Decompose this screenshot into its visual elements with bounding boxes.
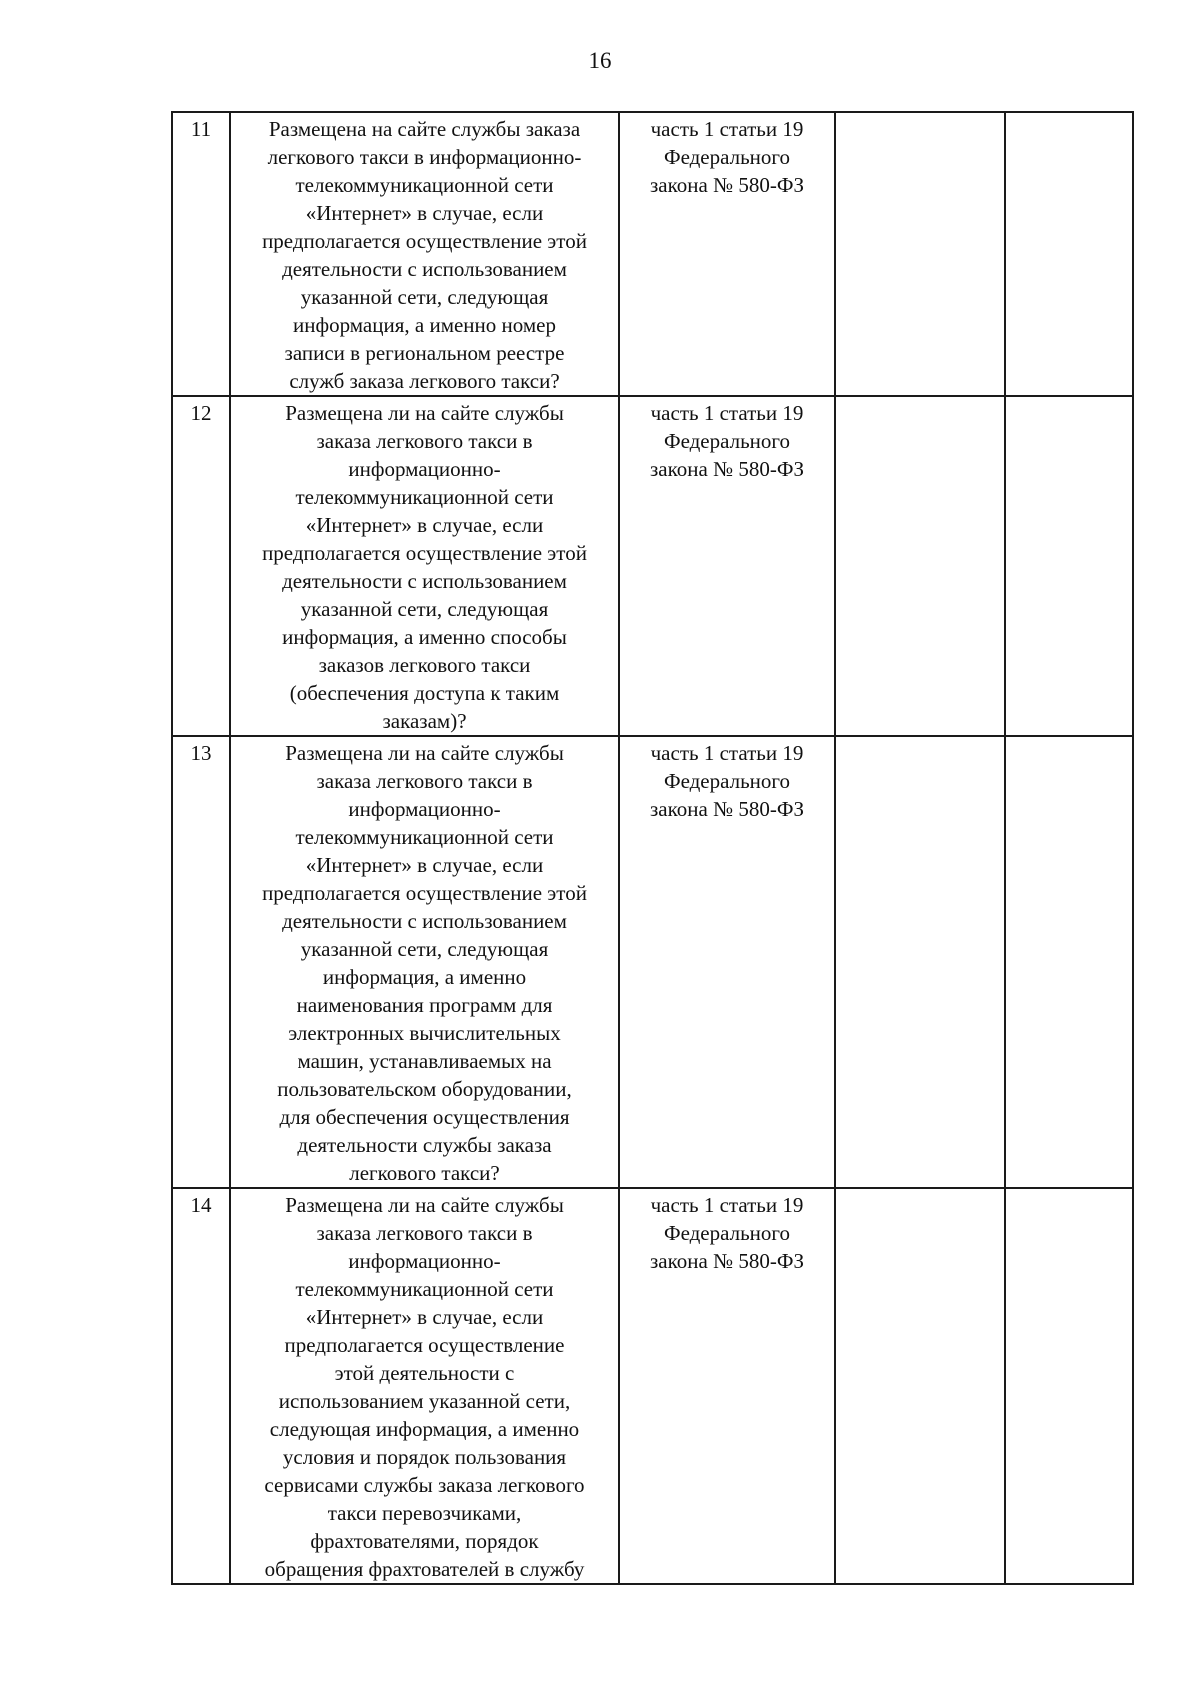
legal-reference (619, 1188, 835, 1584)
text-line: заказа легкового такси в (316, 769, 533, 793)
text-line: закона № 580-ФЗ (650, 457, 804, 481)
text-line: Размещена на сайте службы заказа (268, 117, 581, 141)
row-number: 13 (172, 736, 230, 1188)
requirement-text (230, 1188, 619, 1584)
text-line: информация, а именно (322, 965, 527, 989)
answer-cell[interactable] (835, 1188, 1005, 1584)
text-line: заказа легкового такси в (316, 1221, 533, 1245)
requirement-text (230, 396, 619, 736)
answer-cell[interactable] (835, 736, 1005, 1188)
text-line: этой деятельности с (334, 1361, 515, 1385)
row-number: 11 (172, 112, 230, 396)
text-line: легкового такси? (349, 1161, 500, 1185)
text-line: часть 1 статьи 19 (650, 117, 804, 141)
requirement-text (230, 736, 619, 1188)
text-line: Федерального (663, 429, 791, 453)
text-line: электронных вычислительных (288, 1021, 561, 1045)
text-line: машин, устанавливаемых на (297, 1049, 552, 1073)
text-line: заказа легкового такси в (316, 429, 533, 453)
text-line: фрахтователями, порядок (310, 1529, 539, 1553)
text-line: сервисами службы заказа легкового (264, 1473, 585, 1497)
text-line: Размещена ли на сайте службы (285, 741, 564, 765)
text-line: телекоммуникационной сети (295, 825, 554, 849)
text-line: предполагается осуществление этой (262, 881, 587, 905)
legal-reference (619, 112, 835, 396)
table-row (172, 112, 1133, 396)
note-cell[interactable] (1005, 396, 1133, 736)
text-line: Федерального (663, 769, 791, 793)
text-line: часть 1 статьи 19 (650, 741, 804, 765)
page-number: 16 (588, 48, 612, 73)
text-line: деятельности с использованием (282, 257, 567, 281)
text-line: «Интернет» в случае, если (305, 513, 544, 537)
text-line: «Интернет» в случае, если (305, 201, 544, 225)
table-row (172, 1188, 1133, 1584)
note-cell[interactable] (1005, 736, 1133, 1188)
text-line: «Интернет» в случае, если (305, 853, 544, 877)
text-line: заказов легкового такси (318, 653, 531, 677)
legal-reference (619, 396, 835, 736)
note-cell[interactable] (1005, 112, 1133, 396)
text-line: условия и порядок пользования (282, 1445, 567, 1469)
text-line: часть 1 статьи 19 (650, 401, 804, 425)
text-line: Размещена ли на сайте службы (285, 1193, 564, 1217)
text-line: такси перевозчиками, (327, 1501, 522, 1525)
text-line: закона № 580-ФЗ (650, 797, 804, 821)
text-line: служб заказа легкового такси? (289, 369, 560, 393)
text-line: следующая информация, а именно (269, 1417, 580, 1441)
text-line: деятельности с использованием (282, 909, 567, 933)
table-row (172, 736, 1133, 1188)
legal-reference (619, 736, 835, 1188)
text-line: «Интернет» в случае, если (305, 1305, 544, 1329)
text-line: телекоммуникационной сети (295, 173, 554, 197)
text-line: указанной сети, следующая (300, 937, 549, 961)
text-line: информационно- (348, 1249, 501, 1273)
text-line: Размещена ли на сайте службы (285, 401, 564, 425)
text-line: указанной сети, следующая (300, 597, 549, 621)
row-number: 12 (172, 396, 230, 736)
text-line: информационно- (348, 797, 501, 821)
text-line: использованием указанной сети, (278, 1389, 571, 1413)
text-line: для обеспечения осуществления (279, 1105, 570, 1129)
requirement-text (230, 112, 619, 396)
text-line: телекоммуникационной сети (295, 485, 554, 509)
text-line: указанной сети, следующая (300, 285, 549, 309)
text-line: записи в региональном реестре (284, 341, 565, 365)
checklist-table (171, 111, 1134, 1585)
text-line: предполагается осуществление этой (262, 541, 587, 565)
text-line: предполагается осуществление этой (262, 229, 587, 253)
text-line: часть 1 статьи 19 (650, 1193, 804, 1217)
text-line: предполагается осуществление (284, 1333, 565, 1357)
text-line: Федерального (663, 145, 791, 169)
text-line: (обеспечения доступа к таким (289, 681, 560, 705)
text-line: информация, а именно номер (293, 313, 556, 337)
text-line: деятельности службы заказа (297, 1133, 552, 1157)
text-line: заказам)? (382, 709, 467, 733)
text-line: информация, а именно способы (282, 625, 567, 649)
answer-cell[interactable] (835, 112, 1005, 396)
text-line: телекоммуникационной сети (295, 1277, 554, 1301)
text-line: Федерального (663, 1221, 791, 1245)
text-line: деятельности с использованием (282, 569, 567, 593)
answer-cell[interactable] (835, 396, 1005, 736)
text-line: информационно- (348, 457, 501, 481)
text-line: закона № 580-ФЗ (650, 1249, 804, 1273)
text-line: закона № 580-ФЗ (650, 173, 804, 197)
table-row (172, 396, 1133, 736)
text-line: обращения фрахтователей в службу (264, 1557, 585, 1581)
text-line: пользовательском оборудовании, (277, 1077, 572, 1101)
note-cell[interactable] (1005, 1188, 1133, 1584)
text-line: легкового такси в информационно- (267, 145, 582, 169)
row-number: 14 (172, 1188, 230, 1584)
text-line: наименования программ для (296, 993, 553, 1017)
